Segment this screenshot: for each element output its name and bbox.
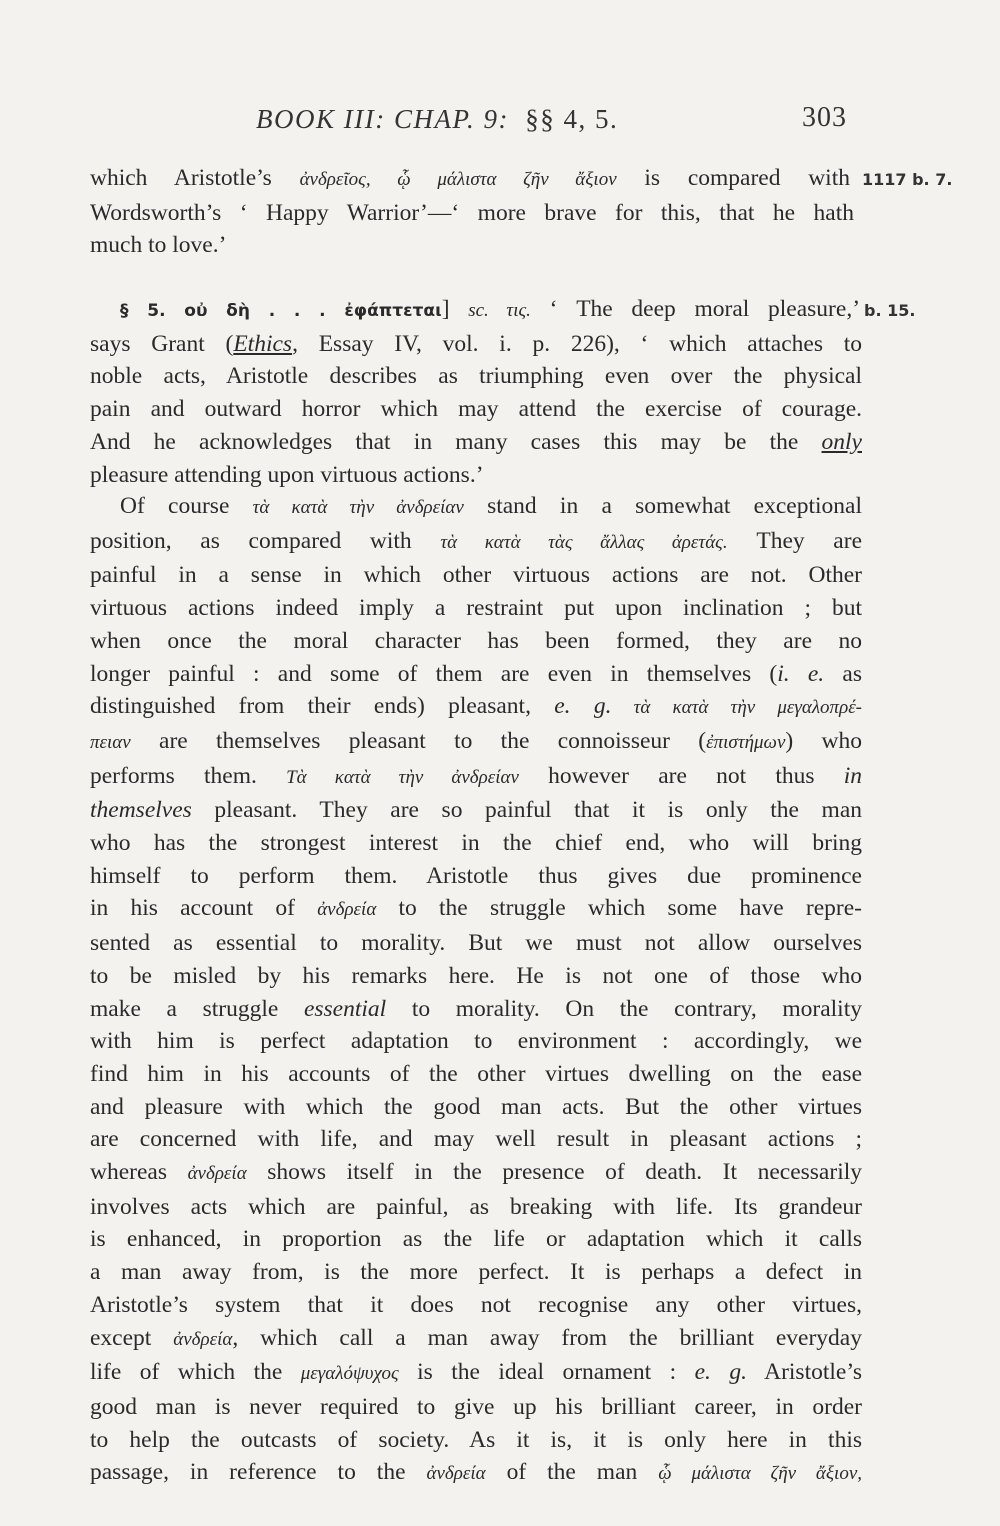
text-line: is enhanced, in proportion as the life or adaptation which it calls: [90, 1226, 862, 1253]
text-line: virtuous actions indeed imply a restraint put upon inclination ; but: [90, 595, 862, 622]
margin-reference-1117b7: 1117 b. 7.: [862, 170, 953, 189]
text-line: life of which the μεγαλόψυχος is the ideal ornament : e. g. Aristotle’s: [90, 1359, 863, 1386]
paragraph-3: [90, 490, 862, 1491]
text-line: performs them. Τὰ κατὰ τὴν ἀνδρείαν however are not thus in: [90, 762, 862, 789]
text-line: when once the moral character has been formed, they are no: [90, 627, 862, 654]
text-line: longer painful : and some of them are even in themselves (i. e. as: [90, 660, 862, 687]
text-line: in his account of ἀνδρεία to the struggle which some have repre-: [90, 895, 862, 922]
text-line: themselves pleasant. They are so painful that it is only the man: [90, 797, 862, 824]
running-head-section: §§ 4, 5.: [525, 104, 619, 134]
text-line: good man is never required to give up his brilliant career, in order: [90, 1393, 862, 1420]
text-line: who has the strongest interest in the chief end, who will bring: [90, 830, 862, 857]
text-line: distinguished from their ends) pleasant, e. g. τὰ κατὰ τὴν μεγαλοπρέ-: [90, 693, 863, 720]
text-line: Aristotle’s system that it does not recognise any other virtues,: [90, 1291, 862, 1318]
running-head-title: BOOK III: CHAP. 9:: [256, 104, 509, 134]
text-line: to help the outcasts of society. As it is, it is only here in this: [90, 1426, 862, 1453]
text-line: find him in his accounts of the other virtues dwelling on the ease: [90, 1060, 862, 1087]
section-mark: § 5.: [120, 301, 166, 321]
text-line: Of course τὰ κατὰ τὴν ἀνδρείαν stand in a somewhat exceptional: [120, 493, 862, 519]
text-line: Wordsworth’s ‘ Happy Warrior’—‘ more brave for this, that he hath: [90, 199, 854, 226]
text-line: except ἀνδρεία, which call a man away from the brilliant everyday: [90, 1324, 862, 1351]
margin-reference-b15: b. 15.: [864, 301, 916, 320]
text-line: noble acts, Aristotle describes as triumphing even over the physical: [90, 363, 862, 390]
text-line: to be misled by his remarks here. He is not one of those who: [90, 962, 862, 989]
text-line: himself to perform them. Aristotle thus gives due prominence: [90, 862, 862, 889]
text-line: which Aristotle’s ἀνδρεῖος, ᾧ μάλιστα ζῆν ἄξιον is compared with: [90, 165, 850, 191]
greek-lemma: οὐ δὴ . . . ἐφάπτεται: [184, 301, 442, 321]
text-line: with him is perfect adaptation to environment : accordingly, we: [90, 1028, 862, 1055]
text-line: πειαν are themselves pleasant to the connoisseur (ἐπιστήμων) who: [90, 727, 863, 754]
text-line: sented as essential to morality. But we must not allow ourselves: [90, 930, 862, 957]
text-line: a man away from, is the more perfect. It is perhaps a defect in: [90, 1259, 862, 1286]
text-line: and pleasure with which the good man acts. But the other virtues: [90, 1093, 862, 1120]
text-line: And he acknowledges that in many cases this may be the only: [90, 428, 862, 455]
text-line: passage, in reference to the ἀνδρεία of the man ᾧ μάλιστα ζῆν ἄξιον,: [90, 1459, 862, 1486]
paragraph-1: [90, 162, 862, 262]
text-line: position, as compared with τὰ κατὰ τὰς ἄλλας ἀρετάς. They are: [90, 527, 862, 554]
text-line: painful in a sense in which other virtuous actions are not. Other: [90, 562, 862, 589]
text-line: involves acts which are painful, as breaking with life. Its grandeur: [90, 1193, 862, 1220]
paragraph-2: [90, 293, 862, 491]
running-head: [256, 104, 618, 135]
text-line: pleasure attending upon virtuous actions.’: [90, 461, 484, 488]
text-line: are concerned with life, and may well result in pleasant actions ;: [90, 1126, 862, 1153]
page-number: 303: [802, 102, 847, 133]
text-line: whereas ἀνδρεία shows itself in the presence of death. It necessarily: [90, 1159, 862, 1186]
text-line: make a struggle essential to morality. On the contrary, morality: [90, 995, 862, 1022]
text-line: says Grant (Ethics, Essay IV, vol. i. p. 226), ‘ which attaches to: [90, 330, 862, 357]
text-line: § 5. οὐ δὴ . . . ἐφάπτεται] sc. τις. ‘ The deep moral pleasure,’: [120, 296, 861, 322]
text-line: much to love.’: [90, 232, 227, 259]
text-line: pain and outward horror which may attend the exercise of courage.: [90, 396, 862, 423]
